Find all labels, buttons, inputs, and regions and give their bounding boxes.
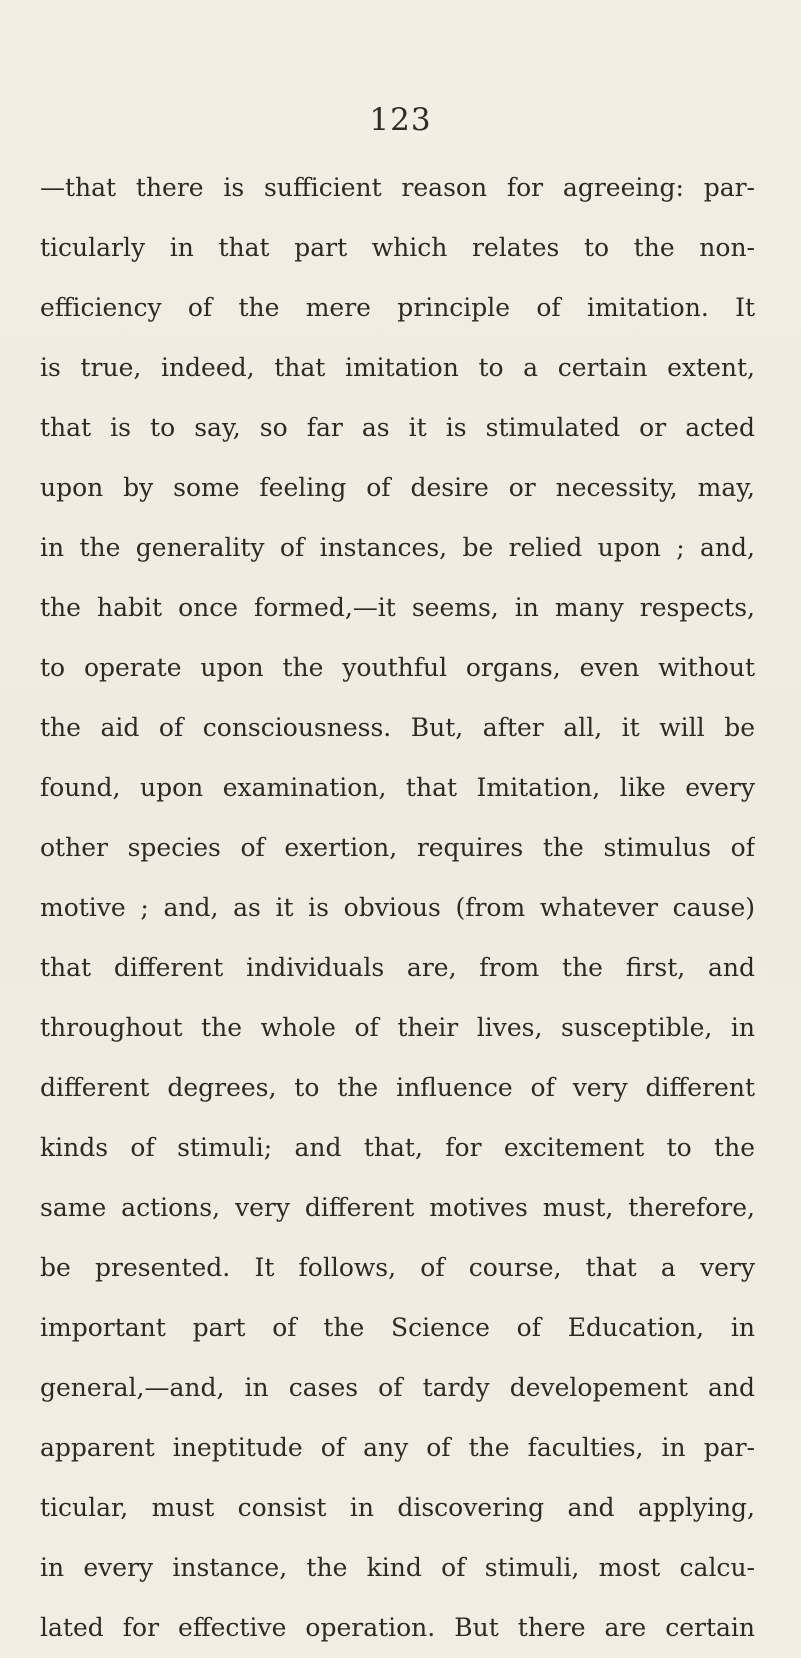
text-line: different degrees, to the influence of very different [40, 1073, 755, 1102]
text-line: in the generality of instances, be relied upon ; and, [40, 533, 755, 562]
text-line: motive ; and, as it is obvious (from whatever cause) [40, 893, 755, 922]
text-line: is true, indeed, that imitation to a certain extent, [40, 353, 755, 382]
text-line: kinds of stimuli; and that, for excitement to the [40, 1133, 755, 1162]
text-line: efficiency of the mere principle of imitation. It [40, 293, 755, 322]
text-line: in every instance, the kind of stimuli, most calcu- [40, 1553, 755, 1582]
text-line: to operate upon the youthful organs, even without [40, 653, 755, 682]
text-line: apparent ineptitude of any of the faculties, in par- [40, 1433, 755, 1462]
page-number: 123 [369, 102, 432, 138]
text-line: be presented. It follows, of course, that a very [40, 1253, 755, 1282]
text-line: general,—and, in cases of tardy developement and [40, 1373, 755, 1402]
text-line: throughout the whole of their lives, susceptible, in [40, 1013, 755, 1042]
text-line: ticular, must consist in discovering and applying, [40, 1493, 755, 1522]
text-line: —that there is sufficient reason for agreeing: par- [40, 173, 755, 202]
body-text [40, 158, 755, 1658]
text-line: that different individuals are, from the first, and [40, 953, 755, 982]
text-line: lated for effective operation. But there are certain [40, 1613, 755, 1642]
text-line: upon by some feeling of desire or necessity, may, [40, 473, 755, 502]
text-line: other species of exertion, requires the stimulus of [40, 833, 755, 862]
text-line: important part of the Science of Education, in [40, 1313, 755, 1342]
text-line: same actions, very different motives must, therefore, [40, 1193, 755, 1222]
text-line: the aid of consciousness. But, after all, it will be [40, 713, 755, 742]
text-line: that is to say, so far as it is stimulated or acted [40, 413, 755, 442]
text-line: the habit once formed,—it seems, in many respects, [40, 593, 755, 622]
text-line: found, upon examination, that Imitation, like every [40, 773, 755, 802]
text-line: ticularly in that part which relates to the non- [40, 233, 755, 262]
